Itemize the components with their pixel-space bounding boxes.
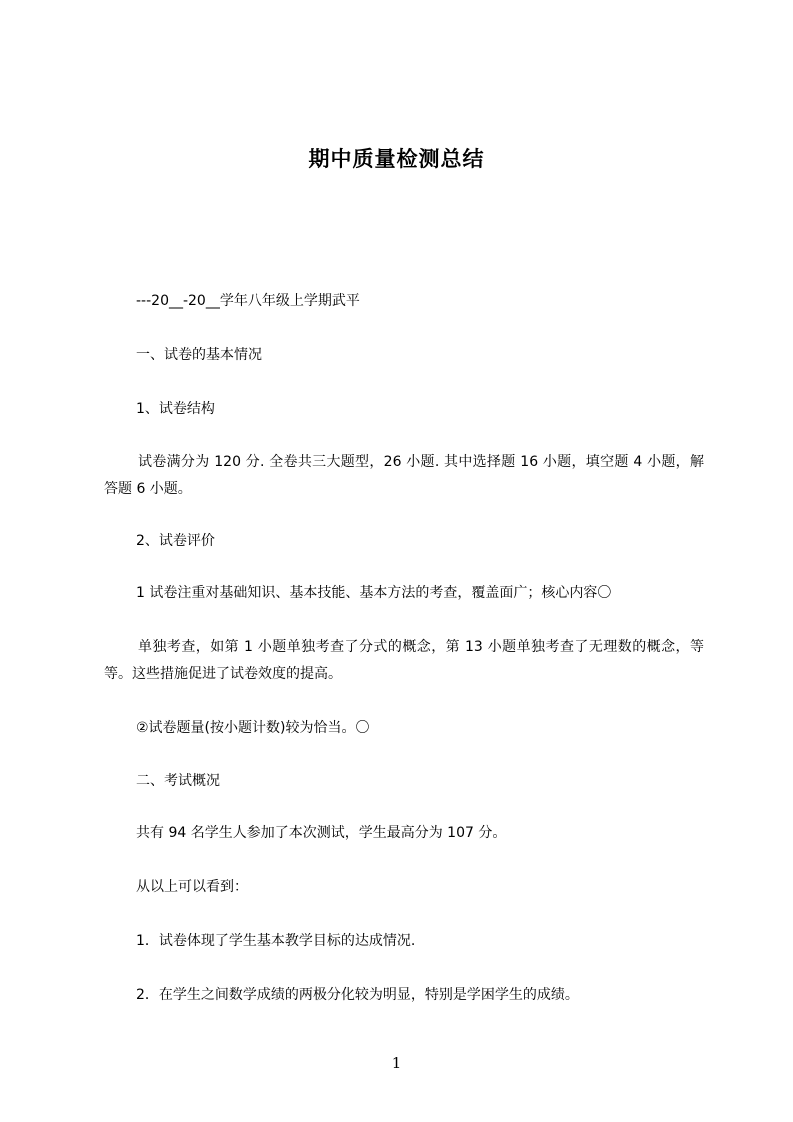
- evaluation-point-1: 1 试卷注重对基础知识、基本技能、基本方法的考查，覆盖面广；核心内容〇: [136, 585, 612, 601]
- conclusion-item-2: 2．在学生之间数学成绩的两极分化较为明显，特别是学困学生的成绩。: [136, 987, 579, 1003]
- document-subtitle: ---20__-20__学年八年级上学期武平: [136, 293, 360, 309]
- paragraph-structure: 试卷满分为 120 分. 全卷共三大题型，26 小题. 其中选择题 16 小题，填空题 4 小题，解答题 6 小题。: [104, 454, 704, 497]
- paragraph-exam-summary: 共有 94 名学生人参加了本次测试，学生最高分为 107 分。: [136, 825, 507, 841]
- document-title: 期中质量检测总结: [308, 147, 485, 171]
- section-heading-basic-info: 一、试卷的基本情况: [136, 347, 262, 363]
- subsection-heading-structure: 1、试卷结构: [136, 401, 215, 417]
- evaluation-point-2: ②试卷题量(按小题计数)较为恰当。〇: [136, 720, 370, 736]
- section-heading-exam-overview: 二、考试概况: [136, 773, 220, 789]
- paragraph-evaluation-detail: 单独考查，如第 1 小题单独考查了分式的概念，第 13 小题单独考查了无理数的概念，等等。这些措施促进了试卷效度的提高。: [104, 639, 704, 682]
- subsection-heading-evaluation: 2、试卷评价: [136, 533, 215, 549]
- conclusion-item-1: 1．试卷体现了学生基本教学目标的达成情况.: [136, 933, 416, 949]
- paragraph-conclusion-intro: 从以上可以看到：: [136, 879, 248, 895]
- page-number: 1: [391, 1054, 402, 1072]
